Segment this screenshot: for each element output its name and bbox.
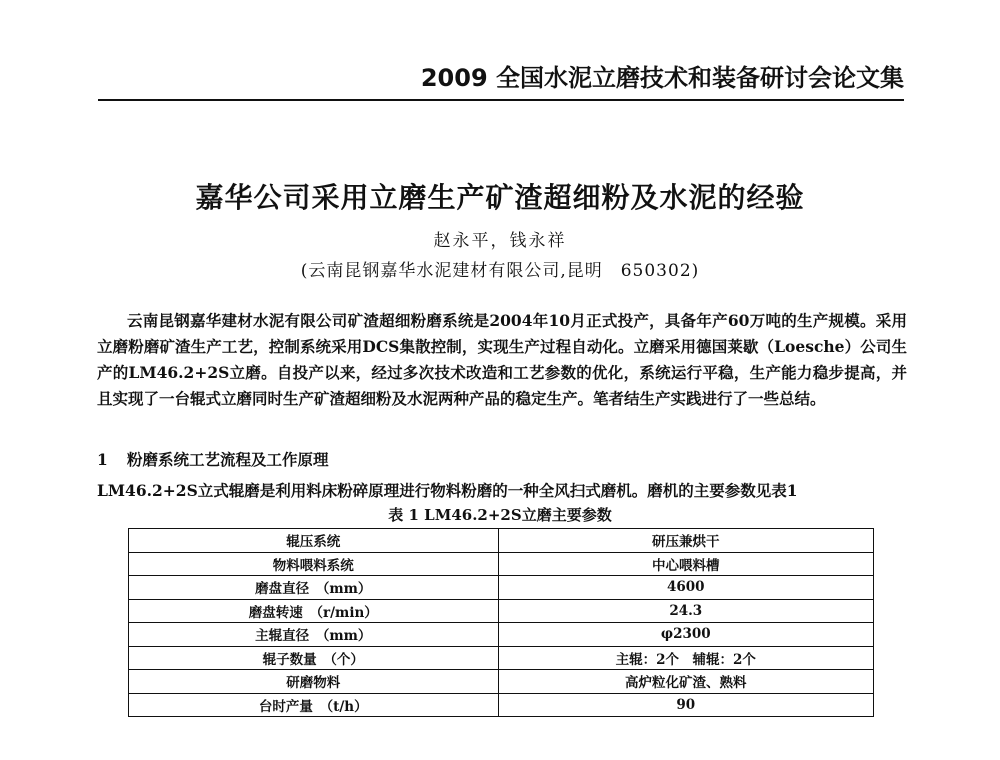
value-cell: 主辊：2个 辅辊：2个	[498, 646, 873, 670]
param-cell: 磨盘直径 （mm）	[129, 576, 499, 600]
header-rule	[98, 99, 904, 101]
authors: 赵永平，钱永祥	[433, 231, 567, 251]
param-cell: 物料喂料系统	[129, 552, 499, 576]
table-caption: 表 1 LM46.2+2S立磨主要参数	[388, 506, 612, 524]
table-row	[129, 552, 874, 576]
table-row	[129, 576, 874, 600]
table-row	[129, 670, 874, 694]
value-cell: 90	[498, 693, 873, 717]
param-cell: 辊压系统	[129, 529, 499, 553]
value-cell: 研压兼烘干	[498, 529, 873, 553]
table-row	[129, 693, 874, 717]
value-cell: φ2300	[498, 623, 873, 647]
affiliation: (云南昆钢嘉华水泥建材有限公司,昆明 650302)	[300, 261, 700, 281]
table-row	[129, 599, 874, 623]
param-cell: 辊子数量 （个）	[129, 646, 499, 670]
value-cell: 4600	[498, 576, 873, 600]
table-row	[129, 623, 874, 647]
param-cell: 研磨物料	[129, 670, 499, 694]
table-row	[129, 529, 874, 553]
table-row	[129, 646, 874, 670]
param-cell: 台时产量 （t/h）	[129, 693, 499, 717]
section-number: 1	[97, 450, 108, 469]
param-cell: 磨盘转速 （r/min）	[129, 599, 499, 623]
param-cell: 主辊直径 （mm）	[129, 623, 499, 647]
value-cell: 中心喂料槽	[498, 552, 873, 576]
value-cell: 高炉粒化矿渣、熟料	[498, 670, 873, 694]
section-title: 粉磨系统工艺流程及工作原理	[127, 450, 329, 469]
value-cell: 24.3	[498, 599, 873, 623]
parameters-table	[128, 528, 874, 717]
body-paragraph: LM46.2+2S立式辊磨是利用料床粉碎原理进行物料粉磨的一种全风扫式磨机。磨机的主要参数见表1	[97, 481, 798, 500]
abstract-paragraph: 云南昆钢嘉华建材水泥有限公司矿渣超细粉磨系统是2004年10月正式投产，具备年产60万吨的生产规模。采用立磨粉磨矿渣生产工艺，控制系统采用DCS集散控制，实现生产过程自动化。立磨采用德国莱歇（Loesche）公司生产的LM46.2+2S立磨。自投产以来，经过多次技术改造和工艺参数的优化，系统运行平稳，生产能力稳步提高，并且实现了一台辊式立磨同时生产矿渣超细粉及水泥两种产品的稳定生产。笔者结生产实践进行了一些总结。	[97, 311, 907, 408]
section-heading	[97, 448, 329, 470]
paper-title: 嘉华公司采用立磨生产矿渣超细粉及水泥的经验	[195, 181, 805, 214]
running-header: 2009 全国水泥立磨技术和装备研讨会论文集	[420, 64, 904, 92]
